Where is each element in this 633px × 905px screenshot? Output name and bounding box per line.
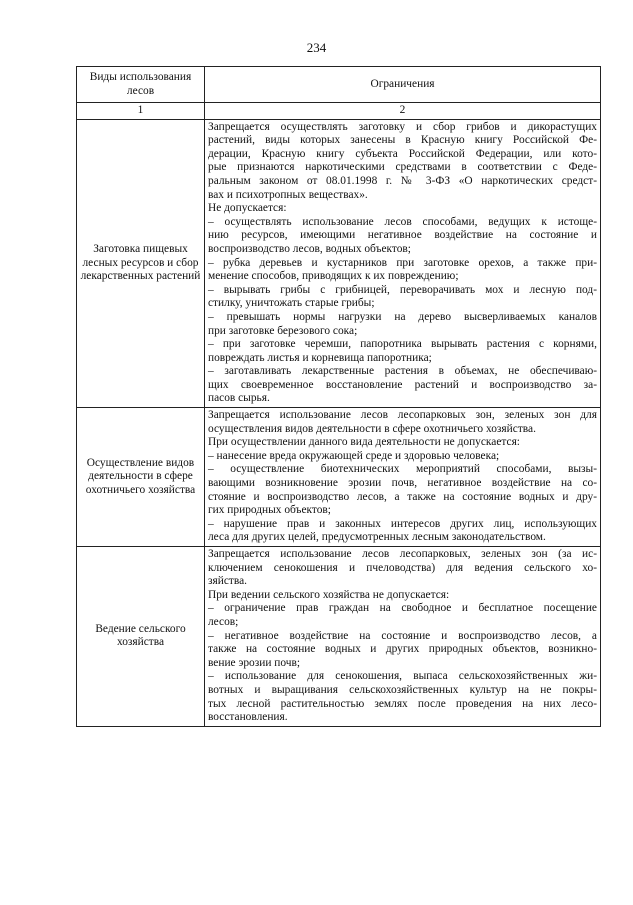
restriction-text-line: – при заготовке черемши, папоротника вырывать растения с корнями, [208,338,597,351]
restriction-text-line: – нанесение вреда окружающей среде и здоровью человека; [208,449,500,462]
restriction-text-line: зяйства. [208,575,247,588]
restriction-text-line: вотных и выращивания сельскохозяйственных культур на не покры- [208,683,597,696]
restriction-text-line: лесов; [208,615,239,628]
restriction-text-line: – вырывать грибы с грибницей, переворачивать мох и лесную под- [208,283,597,296]
restriction-text-line: воспроизводство лесов, водных объектов; [208,242,411,255]
restriction-text-line: рые признаются наркотическими средствами в соответствии с Феде- [208,161,597,174]
restriction-text-line: при заготовке березового сока; [208,324,358,337]
restriction-text-line: Не допускается: [208,202,287,215]
table-body [77,119,601,726]
restriction-text-line: – заготавливать лекарственные растения в объемах, не обеспечиваю- [208,365,597,378]
header-restrictions: Ограничения [205,67,601,103]
page-number: 234 [306,40,327,55]
restriction-text-line: вающими возникновение эрозии почв, негативное воздействие на со- [208,477,597,490]
restriction-text-line: леса для других целей, предусмотренных лесным законодательством. [208,531,546,544]
restriction-text-line: ключением сенокошения и пчеловодства) для ведения сельского хо- [208,561,597,574]
restrictions-cell [205,547,601,727]
header-row [77,67,601,103]
restriction-text-line: гих природных объектов; [208,504,331,517]
restrictions-cell [205,119,601,407]
restrictions-cell [205,408,601,547]
table-row [77,547,601,727]
restriction-text-line: ральным законом от 08.01.1998 г. № 3-ФЗ «О наркотических средст- [208,174,597,187]
restriction-text-line: – превышать нормы нагрузки на дерево высверливаемых каналов [208,310,597,323]
header-forest-use-types: Виды использования лесов [77,67,205,103]
restriction-text-line: Запрещается использование лесов лесопарковых, зеленых зон (за ис- [208,548,597,560]
table-row [77,408,601,547]
restriction-text-line: вение эрозии почв; [208,656,301,669]
restriction-text-line: стилку, уничтожать старые грибы; [208,297,375,310]
forest-use-type-cell: Заготовка пищевых лесных ресурсов и сбор лекарственных растений [77,119,205,407]
forest-use-restrictions-table [76,66,601,727]
restriction-text-line: – негативное воздействие на состояние и воспроизводство лесов, а [208,629,597,642]
restriction-text-line: – рубка деревьев и кустарников при заготовке орехов, а также при- [208,256,597,269]
table-row [77,119,601,407]
restriction-text-line: повреждать листья и корневища папоротника; [208,351,432,364]
restriction-text-line: Запрещается использование лесов лесопарковых зон, зеленых зон для [208,409,597,422]
restriction-text-line: осуществления видов деятельности в сфере охотничьего хозяйства. [208,422,536,435]
restriction-text-line: При осуществлении данного вида деятельности не допускается: [208,436,520,449]
restriction-text-line: также на состояние водных и других природных объектов, возникно- [208,643,597,656]
restriction-text-line: – осуществление биотехнических мероприятий способами, вызы- [208,463,597,476]
restriction-text-line: – ограничение прав граждан на свободное и бесплатное посещение [208,602,597,615]
restriction-text-line: вах и психотропных веществах». [208,188,368,201]
restriction-text-line: пасов сырья. [208,392,270,405]
restriction-text-line: щих своевременное восстановление растений и воспроизводство за- [208,378,597,391]
restriction-text-line: – осуществлять использование лесов способами, ведущих к истоще- [208,215,597,228]
restriction-text-line: – нарушение прав и законных интересов других лиц, использующих [208,517,597,530]
forest-use-type-cell: Ведение сельского хозяйства [77,547,205,727]
column-number-1: 1 [77,103,205,120]
restriction-text-line: дерации, Красную книгу субъекта Российской Федерации, или кото- [208,147,597,160]
column-number-row [77,103,601,120]
restriction-text-line: тых лесной растительностью землях после проведения на них лесо- [208,697,597,710]
restriction-text-line: нию ресурсов, имеющими негативное воздействие на состояние и [208,229,597,242]
forest-use-type-cell: Осуществление видов деятельности в сфере охотничьего хозяйства [77,408,205,547]
restriction-text-line: При ведении сельского хозяйства не допускается: [208,588,450,601]
restriction-text-line: восстановления. [208,711,288,724]
restriction-text-line: растений, виды которых занесены в Красную книгу Российской Фе- [208,134,597,147]
restriction-text-line: Запрещается осуществлять заготовку и сбор грибов и дикорастущих [208,120,597,133]
restriction-text-line: стояние и воспроизводство лесов, а также на состояние водных и дру- [208,490,597,503]
restriction-text-line: менение способов, приводящих к их повреждению; [208,270,459,283]
restriction-text-line: – использование для сенокошения, выпаса сельскохозяйственных жи- [208,670,597,683]
column-number-2: 2 [205,103,601,120]
